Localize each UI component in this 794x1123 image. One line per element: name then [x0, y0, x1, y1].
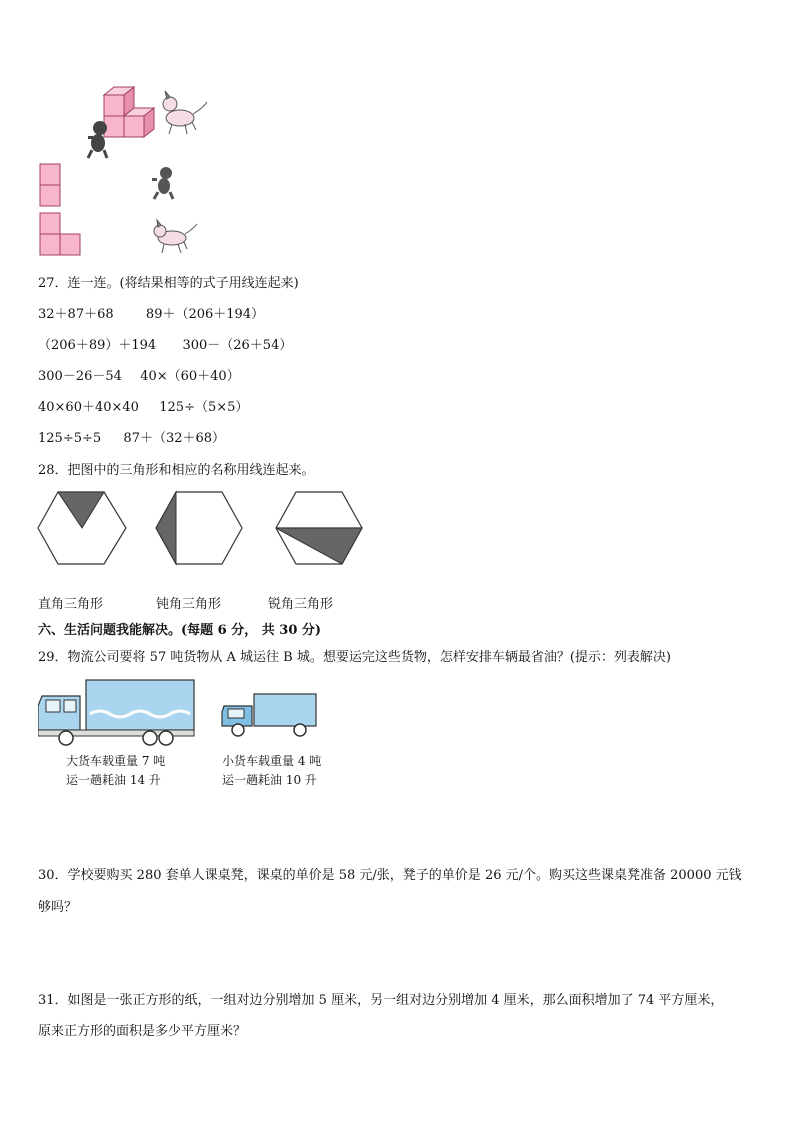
small-truck-icon — [220, 690, 320, 740]
q31-line-1: 31．如图是一张正方形的纸，一组对边分别增加 5 厘米，另一组对边分别增加 4 厘米，那么面积增加了 74 平方厘米， — [38, 993, 724, 1008]
q27-row-3 — [38, 365, 240, 384]
q29-text: 29．物流公司要将 57 吨货物从 A 城运往 B 城。想要运完这些货物，怎样安排车辆最省油？(提示：列表解决) — [38, 650, 671, 665]
cube-observation-figure — [30, 80, 230, 260]
q27-row-2 — [38, 334, 292, 353]
small-truck-caption — [222, 752, 321, 790]
expression-right[interactable]: 89＋（206＋194） — [145, 307, 265, 322]
triangle-label-acute[interactable]: 锐角三角形 — [268, 597, 334, 612]
expression-right[interactable]: 125÷（5×5） — [159, 400, 249, 415]
hexagon-3 — [276, 492, 362, 564]
big-truck-caption — [66, 752, 165, 790]
hexagon-1 — [38, 492, 126, 564]
expression-right[interactable]: 87＋（32＋68） — [123, 431, 226, 446]
expression-right[interactable]: 300－（26＋54） — [182, 338, 293, 353]
view-shape-2 — [40, 213, 80, 255]
expression-left[interactable]: （206＋89）＋194 — [38, 338, 157, 353]
q27-row-5 — [38, 427, 225, 446]
q30-line-1: 30．学校要购买 280 套单人课桌凳，课桌的单价是 58 元/张，凳子的单价是 26 元/个。购买这些课桌凳准备 20000 元钱 — [38, 868, 742, 883]
big-truck-fuel: 运一趟耗油 14 升 — [66, 773, 161, 787]
expression-left[interactable]: 125÷5÷5 — [38, 431, 102, 446]
big-truck-icon — [38, 678, 198, 748]
q30-line-2: 够吗？ — [38, 900, 78, 915]
small-truck-capacity: 小货车载重量 4 吨 — [222, 754, 322, 768]
big-truck-capacity: 大货车载重量 7 吨 — [66, 754, 166, 768]
q27-row-1 — [38, 303, 264, 322]
small-truck-fuel: 运一趟耗油 10 升 — [222, 773, 317, 787]
view-shape-1 — [40, 164, 60, 206]
q28-title: 28．把图中的三角形和相应的名称用线连起来。 — [38, 463, 315, 478]
monkey-icon — [152, 167, 173, 199]
section-6-heading: 六、生活问题我能解决。(每题 6 分， 共 30 分) — [38, 623, 322, 638]
expression-left[interactable]: 32＋87＋68 — [38, 307, 114, 322]
q27-title: 27．连一连。(将结果相等的式子用线连起来) — [38, 276, 299, 291]
q27-row-4 — [38, 396, 248, 415]
hexagon-2 — [156, 492, 242, 564]
monkey-icon — [88, 121, 107, 158]
dog-icon — [163, 91, 207, 134]
q31-line-2: 原来正方形的面积是多少平方厘米？ — [38, 1024, 247, 1039]
triangle-label-right[interactable]: 直角三角形 — [38, 597, 104, 612]
triangle-label-obtuse[interactable]: 钝角三角形 — [156, 597, 222, 612]
cube-stack — [104, 87, 154, 137]
expression-right[interactable]: 40×（60＋40） — [140, 369, 240, 384]
hexagon-figures — [36, 490, 366, 570]
dog-icon — [154, 220, 197, 253]
expression-left[interactable]: 40×60＋40×40 — [38, 400, 139, 415]
expression-left[interactable]: 300－26－54 — [38, 369, 122, 384]
